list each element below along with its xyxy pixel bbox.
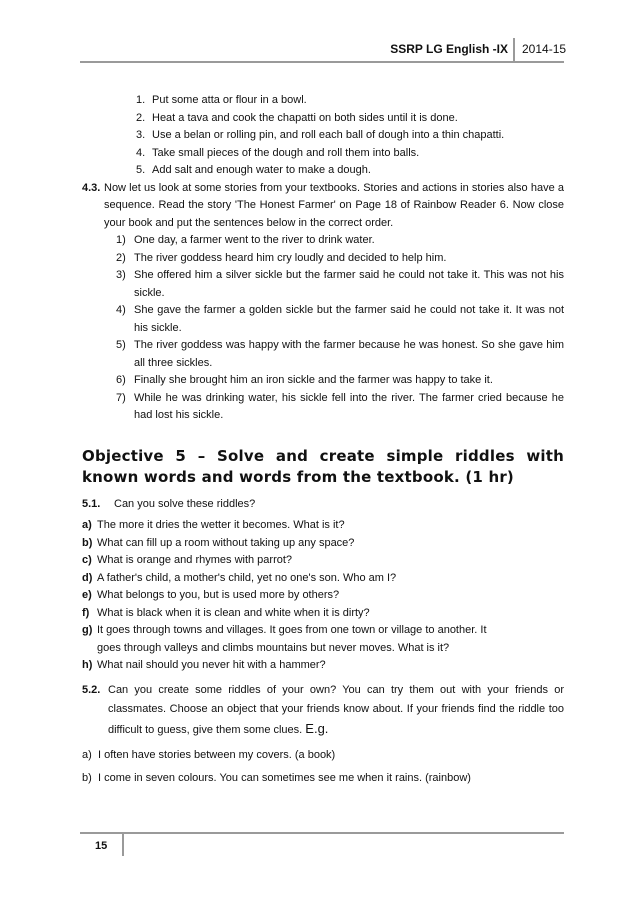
list-item: g) It goes through towns and villages. It goes from one town or village to another. It <box>82 624 487 636</box>
page-number: 15 <box>95 840 108 852</box>
list-item: 2) The river goddess heard him cry loudly and decided to help him. <box>116 251 447 264</box>
list-item: a) The more it dries the wetter it becomes. What is it? <box>82 519 345 531</box>
section-text: Now let us look at some stories from your textbooks. Stories and actions in stories also have a sequence. Read the story 'The Honest Farmer' on Page 18 of Rainbow Reader 6. Now close your book and put the sentences below in the correct order. <box>104 181 564 229</box>
list-item: a) I often have stories between my covers. (a book) <box>82 748 336 761</box>
section-4-3 <box>82 180 564 233</box>
section-number: 4.3. <box>82 181 101 194</box>
footer-rule <box>80 832 564 834</box>
list-item: b) What can fill up a room without taking up any space? <box>82 536 355 549</box>
section-text: Can you create some riddles of your own? You can try them out with your friends or classmates. Choose an object that your friends know about. If your friends find the riddle too difficult to guess, give them some clues. <box>108 683 564 736</box>
list-item: 1) One day, a farmer went to the river to drink water. <box>116 234 375 246</box>
header-divider <box>513 38 515 62</box>
list-item: 5) The river goddess was happy with the farmer because he was honest. So she gave him all three sickles. <box>116 339 564 369</box>
footer-divider <box>122 834 124 856</box>
header-title: SSRP LG English -IX <box>390 42 508 56</box>
list-item: 5. Add salt and enough water to make a dough. <box>136 164 371 176</box>
list-item: 4) She gave the farmer a golden sickle but the farmer said he could not take it. It was not his sickle. <box>116 304 564 334</box>
section-5-1 <box>82 496 564 514</box>
header-rule <box>80 61 564 63</box>
story-sentences-list <box>116 232 564 425</box>
objective-heading: Objective 5 – Solve and create simple riddles with known words and words from the textbook. (1 hr) <box>82 446 564 486</box>
list-item: 3. Use a belan or rolling pin, and roll each ball of dough into a thin chapatti. <box>136 129 505 141</box>
list-item: e) What belongs to you, but is used more by others? <box>82 589 340 601</box>
list-item: d) A father's child, a mother's child, yet no one's son. Who am I? <box>82 571 397 584</box>
section-number: 5.2. <box>82 683 101 696</box>
list-item-continuation: goes through valleys and climbs mountains but never moves. What is it? <box>97 641 450 654</box>
list-item: 2. Heat a tava and cook the chapatti on both sides until it is done. <box>136 111 458 124</box>
section-text: Can you solve these riddles? <box>114 497 256 510</box>
list-item: f) What is black when it is clean and white when it is dirty? <box>82 606 370 619</box>
list-item: 1. Put some atta or flour in a bowl. <box>136 94 307 106</box>
header-year: 2014-15 <box>522 42 567 56</box>
list-item: 4. Take small pieces of the dough and roll them into balls. <box>136 146 420 159</box>
list-item: 3) She offered him a silver sickle but the farmer said he could not take it. This was not his sickle. <box>116 269 564 299</box>
examples-list <box>82 744 564 790</box>
section-number: 5.1. <box>82 497 101 510</box>
list-item: b) I come in seven colours. You can sometimes see me when it rains. (rainbow) <box>82 771 471 784</box>
list-item: h) What nail should you never hit with a hammer? <box>82 659 326 671</box>
list-item: 6) Finally she brought him an iron sickle and the farmer was happy to take it. <box>116 374 493 386</box>
page-content <box>82 92 564 790</box>
list-item: c) What is orange and rhymes with parrot? <box>82 554 293 566</box>
chapatti-steps-list <box>136 92 564 180</box>
riddles-list <box>82 517 564 675</box>
eg-label: E.g. <box>305 720 329 736</box>
section-5-2 <box>82 681 564 740</box>
list-item: 7) While he was drinking water, his sickle fell into the river. The farmer cried because he had lost his sickle. <box>116 391 564 421</box>
